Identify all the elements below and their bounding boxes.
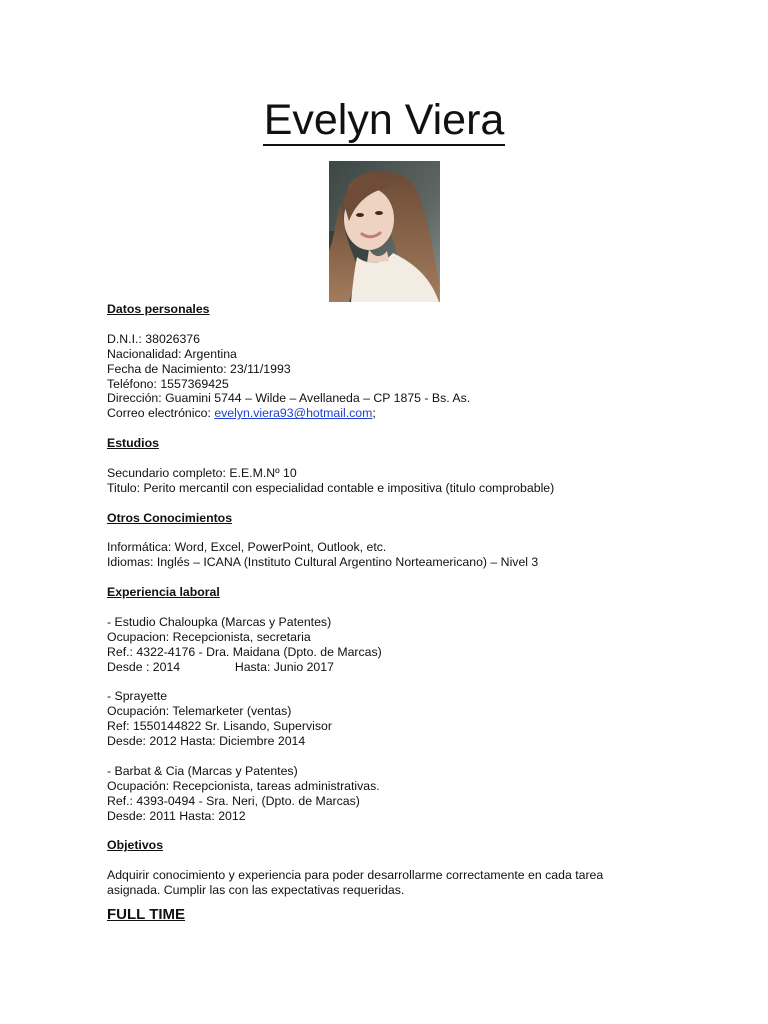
job-role: Ocupación: Telemarketer (ventas) xyxy=(107,704,292,719)
studies-block xyxy=(107,466,727,496)
job-entry xyxy=(107,689,727,749)
job-entry xyxy=(107,615,727,675)
resume-title xyxy=(0,92,768,148)
skills-line-1: Informática: Word, Excel, PowerPoint, Outlook, etc. xyxy=(107,540,387,555)
job-dates: Desde: 2011 Hasta: 2012 xyxy=(107,808,246,823)
job-company: - Barbat & Cia (Marcas y Patentes) xyxy=(107,763,298,778)
goals-line-2: asignada. Cumplir las con las expectativas requeridas. xyxy=(107,883,405,898)
skills-line-2: Idiomas: Inglés – ICANA (Instituto Cultural Argentino Norteamericano) – Nivel 3 xyxy=(107,555,539,570)
portrait-photo-icon xyxy=(329,161,440,302)
nationality-line: Nacionalidad: Argentina xyxy=(107,346,237,361)
candidate-name: Evelyn Viera xyxy=(263,96,505,144)
job-role: Ocupación: Recepcionista, tareas administrativas. xyxy=(107,778,380,793)
section-heading-goals: Objetivos xyxy=(107,838,164,853)
phone-line: Teléfono: 1557369425 xyxy=(107,376,229,391)
email-label: Correo electrónico: xyxy=(107,406,215,421)
job-entry xyxy=(107,764,727,824)
goals-block xyxy=(107,868,727,898)
address-line: Dirección: Guamini 5744 – Wilde – Avellaneda – CP 1875 - Bs. As. xyxy=(107,391,471,406)
job-reference: Ref: 1550144822 Sr. Lisando, Supervisor xyxy=(107,719,332,734)
section-heading-experience: Experiencia laboral xyxy=(107,585,220,600)
job-dates: Desde: 2012 Hasta: Diciembre 2014 xyxy=(107,734,306,749)
dni-line: D.N.I.: 38026376 xyxy=(107,331,200,346)
skills-block xyxy=(107,540,727,570)
section-heading-personal: Datos personales xyxy=(107,302,210,316)
section-heading-studies: Estudios xyxy=(107,436,159,451)
job-reference: Ref.: 4393-0494 - Sra. Neri, (Dpto. de Marcas) xyxy=(107,793,360,808)
resume-content xyxy=(107,302,727,924)
job-company: - Sprayette xyxy=(107,689,168,704)
section-heading-skills: Otros Conocimientos xyxy=(107,510,233,525)
job-dates: Desde : 2014 Hasta: Junio 2017 xyxy=(107,659,334,674)
studies-line-2: Titulo: Perito mercantil con especialidad contable e impositiva (titulo comprobable) xyxy=(107,480,555,495)
job-role: Ocupacion: Recepcionista, secretaria xyxy=(107,629,311,644)
studies-line-1: Secundario completo: E.E.M.Nº 10 xyxy=(107,465,297,480)
availability-note: FULL TIME xyxy=(107,906,186,924)
email-line xyxy=(107,406,727,421)
personal-data-block xyxy=(107,332,727,421)
birth-date-line: Fecha de Nacimiento: 23/11/1993 xyxy=(107,361,291,376)
email-suffix: ; xyxy=(372,406,376,421)
email-link[interactable]: evelyn.viera93@hotmail.com xyxy=(214,406,373,421)
job-company: - Estudio Chaloupka (Marcas y Patentes) xyxy=(107,614,332,629)
job-reference: Ref.: 4322-4176 - Dra. Maidana (Dpto. de Marcas) xyxy=(107,644,382,659)
goals-line-1: Adquirir conocimiento y experiencia para poder desarrollarme correctamente en cada tarea xyxy=(107,868,604,883)
